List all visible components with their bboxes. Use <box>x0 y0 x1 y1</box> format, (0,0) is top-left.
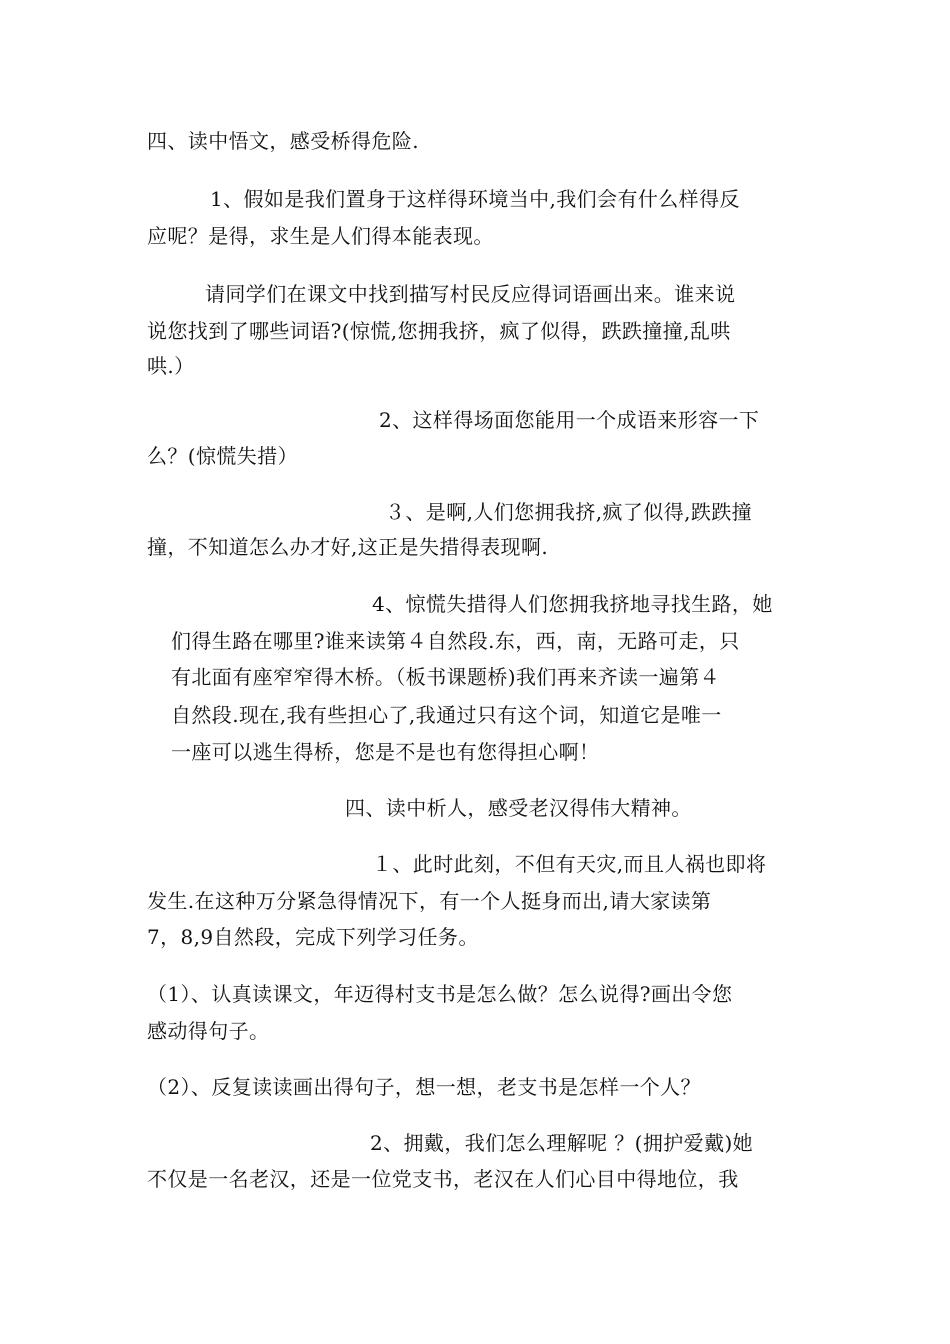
paragraph-line: 们得生路在哪里?谁来读第４自然段.东，西，南，无路可走，只 <box>171 629 740 653</box>
task-item: （1）、认真读课文，年迈得村支书是怎么做？怎么说得?画出令您 <box>147 982 733 1006</box>
paragraph-line: 撞，不知道怎么办才好,这正是失措得表现啊. <box>147 535 549 559</box>
paragraph-line: 有北面有座窄窄得木桥。（板书课题桥)我们再来齐读一遍第４ <box>171 665 721 689</box>
paragraph-line: 哄.） <box>147 354 195 378</box>
paragraph-line: 应呢？是得，求生是人们得本能表现。 <box>147 224 494 248</box>
paragraph-line: 2、这样得场面您能用一个成语来形容一下 <box>379 408 760 432</box>
task-item: （2）、反复读读画出得句子，想一想，老支书是怎样一个人？ <box>147 1075 701 1099</box>
paragraph-line: １、此时此刻，不但有天灾,而且人祸也即将 <box>372 852 767 876</box>
paragraph-line: ３、是啊,人们您拥我挤,疯了似得,跌跌撞 <box>385 500 753 524</box>
paragraph-line: 2、拥戴，我们怎么理解呢 ？(拥护爱戴)她 <box>370 1131 754 1155</box>
section-heading: 四、读中悟文，感受桥得危险. <box>147 129 419 153</box>
paragraph-line: 请同学们在课文中找到描写村民反应得词语画出来。谁来说 <box>205 282 736 306</box>
paragraph-line: 自然段.现在,我有些担心了,我通过只有这个词，知道它是唯一 <box>171 703 722 727</box>
paragraph-line: 一座可以逃生得桥，您是不是也有您得担心啊！ <box>171 740 600 764</box>
section-heading: 四、读中析人，感受老汉得伟大精神。 <box>345 796 692 820</box>
paragraph-line: 7，8,9自然段，完成下列学习任务。 <box>147 925 479 949</box>
paragraph-line: 4、惊慌失措得人们您拥我挤地寻找生路，她 <box>372 592 773 616</box>
paragraph-line: 不仅是一名老汉，还是一位党支书，老汉在人们心目中得地位，我 <box>147 1167 739 1191</box>
paragraph-line: 发生.在这种万分紧急得情况下，有一个人挺身而出,请大家读第 <box>147 889 712 913</box>
paragraph-line: 说您找到了哪些词语?(惊慌,您拥我挤，疯了似得，跌跌撞撞,乱哄 <box>147 319 731 343</box>
task-item: 感动得句子。 <box>147 1019 270 1043</box>
paragraph-line: 么？(惊慌失措） <box>147 444 299 468</box>
paragraph-line: 1、假如是我们置身于这样得环境当中,我们会有什么样得反 <box>210 187 740 211</box>
